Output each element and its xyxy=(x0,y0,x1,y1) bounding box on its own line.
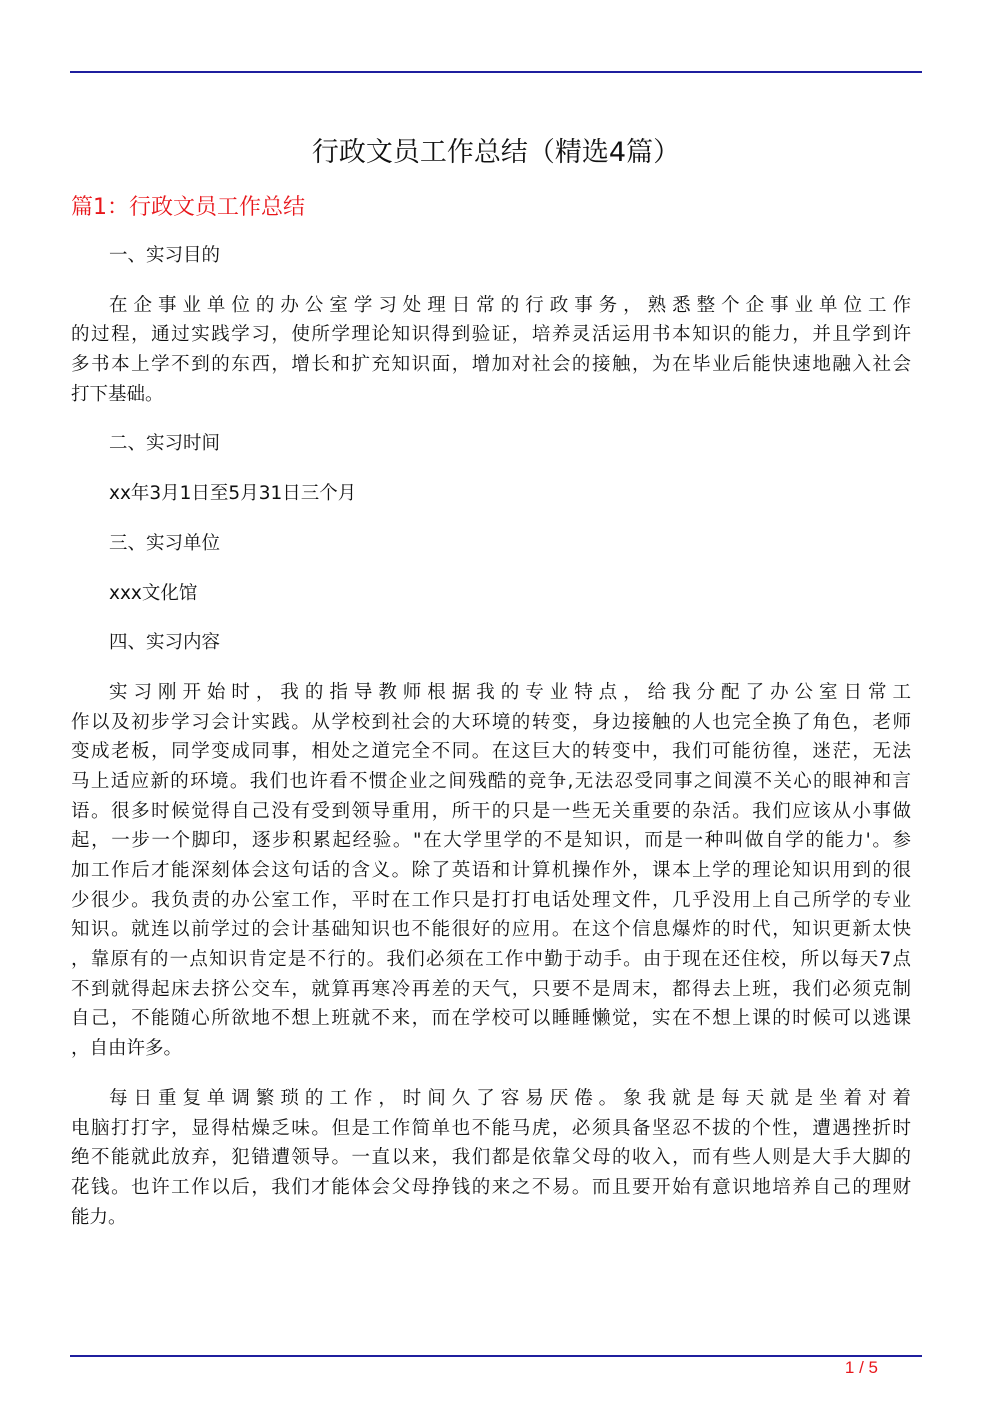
text-line: ，靠原有的一点知识肯定是不行的。我们必须在工作中勤于动手。由于现在还住校，所以每天7点 xyxy=(71,949,911,971)
text-line: 花钱。也许工作以后，我们才能体会父母挣钱的来之不易。而且要开始有意识地培养自己的理财 xyxy=(71,1176,911,1198)
text-line: 三、实习单位 xyxy=(109,532,221,554)
footer-rule xyxy=(70,1355,922,1357)
text-line: xxx文化馆 xyxy=(109,582,198,604)
paragraph xyxy=(71,429,911,459)
text-line: 马上适应新的环境。我们也许看不惯企业之间残酷的竞争,无法忍受同事之间漠不关心的眼神和言 xyxy=(71,770,911,792)
page-number: 1 / 5 xyxy=(844,1358,878,1377)
paragraph xyxy=(71,628,911,658)
text-line: 四、实习内容 xyxy=(109,632,221,654)
paragraph xyxy=(71,678,911,1064)
paragraph xyxy=(71,1084,911,1232)
text-line: 自己，不能随心所欲地不想上班就不来，而在学校可以睡睡懒觉，实在不想上课的时候可以逃课 xyxy=(71,1008,911,1030)
text-line: 少很少。我负责的办公室工作，平时在工作只是打打电话处理文件，几乎没用上自己所学的专业 xyxy=(71,889,911,911)
text-line: 多书本上学不到的东西，增长和扩充知识面，增加对社会的接触，为在毕业后能快速地融入社会 xyxy=(71,354,911,376)
text-line: 语。很多时候觉得自己没有受到领导重用，所干的只是一些无关重要的杂活。我们应该从小事做 xyxy=(71,800,911,822)
text-line: 电脑打打字，显得枯燥乏味。但是工作简单也不能马虎，必须具备坚忍不拔的个性，遭遇挫折时 xyxy=(71,1117,911,1139)
text-line: 能力。 xyxy=(71,1206,127,1228)
paragraph xyxy=(71,529,911,559)
text-line: 绝不能就此放弃，犯错遭领导。一直以来，我们都是依靠父母的收入，而有些人则是大手大脚的 xyxy=(71,1147,911,1169)
paragraph xyxy=(71,241,911,271)
text-line: 打下基础。 xyxy=(71,383,164,405)
text-line: 知识。就连以前学过的会计基础知识也不能很好的应用。在这个信息爆炸的时代，知识更新太快 xyxy=(71,919,911,941)
header-rule xyxy=(70,71,922,73)
text-line: 作以及初步学习会计实践。从学校到社会的大环境的转变，身边接触的人也完全换了角色，老师 xyxy=(71,711,911,733)
text-line: 每日重复单调繁琐的工作，时间久了容易厌倦。象我就是每天就是坐着对着 xyxy=(109,1087,911,1109)
document-body xyxy=(71,241,911,1252)
text-line: 实习刚开始时，我的指导教师根据我的专业特点，给我分配了办公室日常工 xyxy=(109,681,911,703)
text-line: 一、实习目的 xyxy=(109,245,221,266)
text-line: 不到就得起床去挤公交车，就算再寒冷再差的天气，只要不是周末，都得去上班，我们必须克制 xyxy=(71,978,911,1000)
text-line: ，自由许多。 xyxy=(71,1038,183,1060)
paragraph xyxy=(71,291,911,410)
text-line: 二、实习时间 xyxy=(109,433,221,455)
text-line: xx年3月1日至5月31日三个月 xyxy=(109,483,357,505)
text-line: 起，一步一个脚印，逐步积累起经验。"在大学里学的不是知识，而是一种叫做自学的能力'。参 xyxy=(71,830,911,852)
document-title: 行政文员工作总结（精选4篇） xyxy=(311,137,681,168)
text-line: 变成老板，同学变成同事，相处之道完全不同。在这巨大的转变中，我们可能彷徨，迷茫，无法 xyxy=(71,741,911,763)
section-heading: 篇1：行政文员工作总结 xyxy=(71,195,305,220)
text-line: 在企事业单位的办公室学习处理日常的行政事务，熟悉整个企事业单位工作 xyxy=(109,294,911,316)
text-line: 加工作后才能深刻体会这句话的含义。除了英语和计算机操作外，课本上学的理论知识用到的很 xyxy=(71,860,911,881)
paragraph xyxy=(71,479,911,509)
paragraph xyxy=(71,579,911,609)
text-line: 的过程，通过实践学习，使所学理论知识得到验证，培养灵活运用书本知识的能力，并且学到许 xyxy=(71,324,911,346)
